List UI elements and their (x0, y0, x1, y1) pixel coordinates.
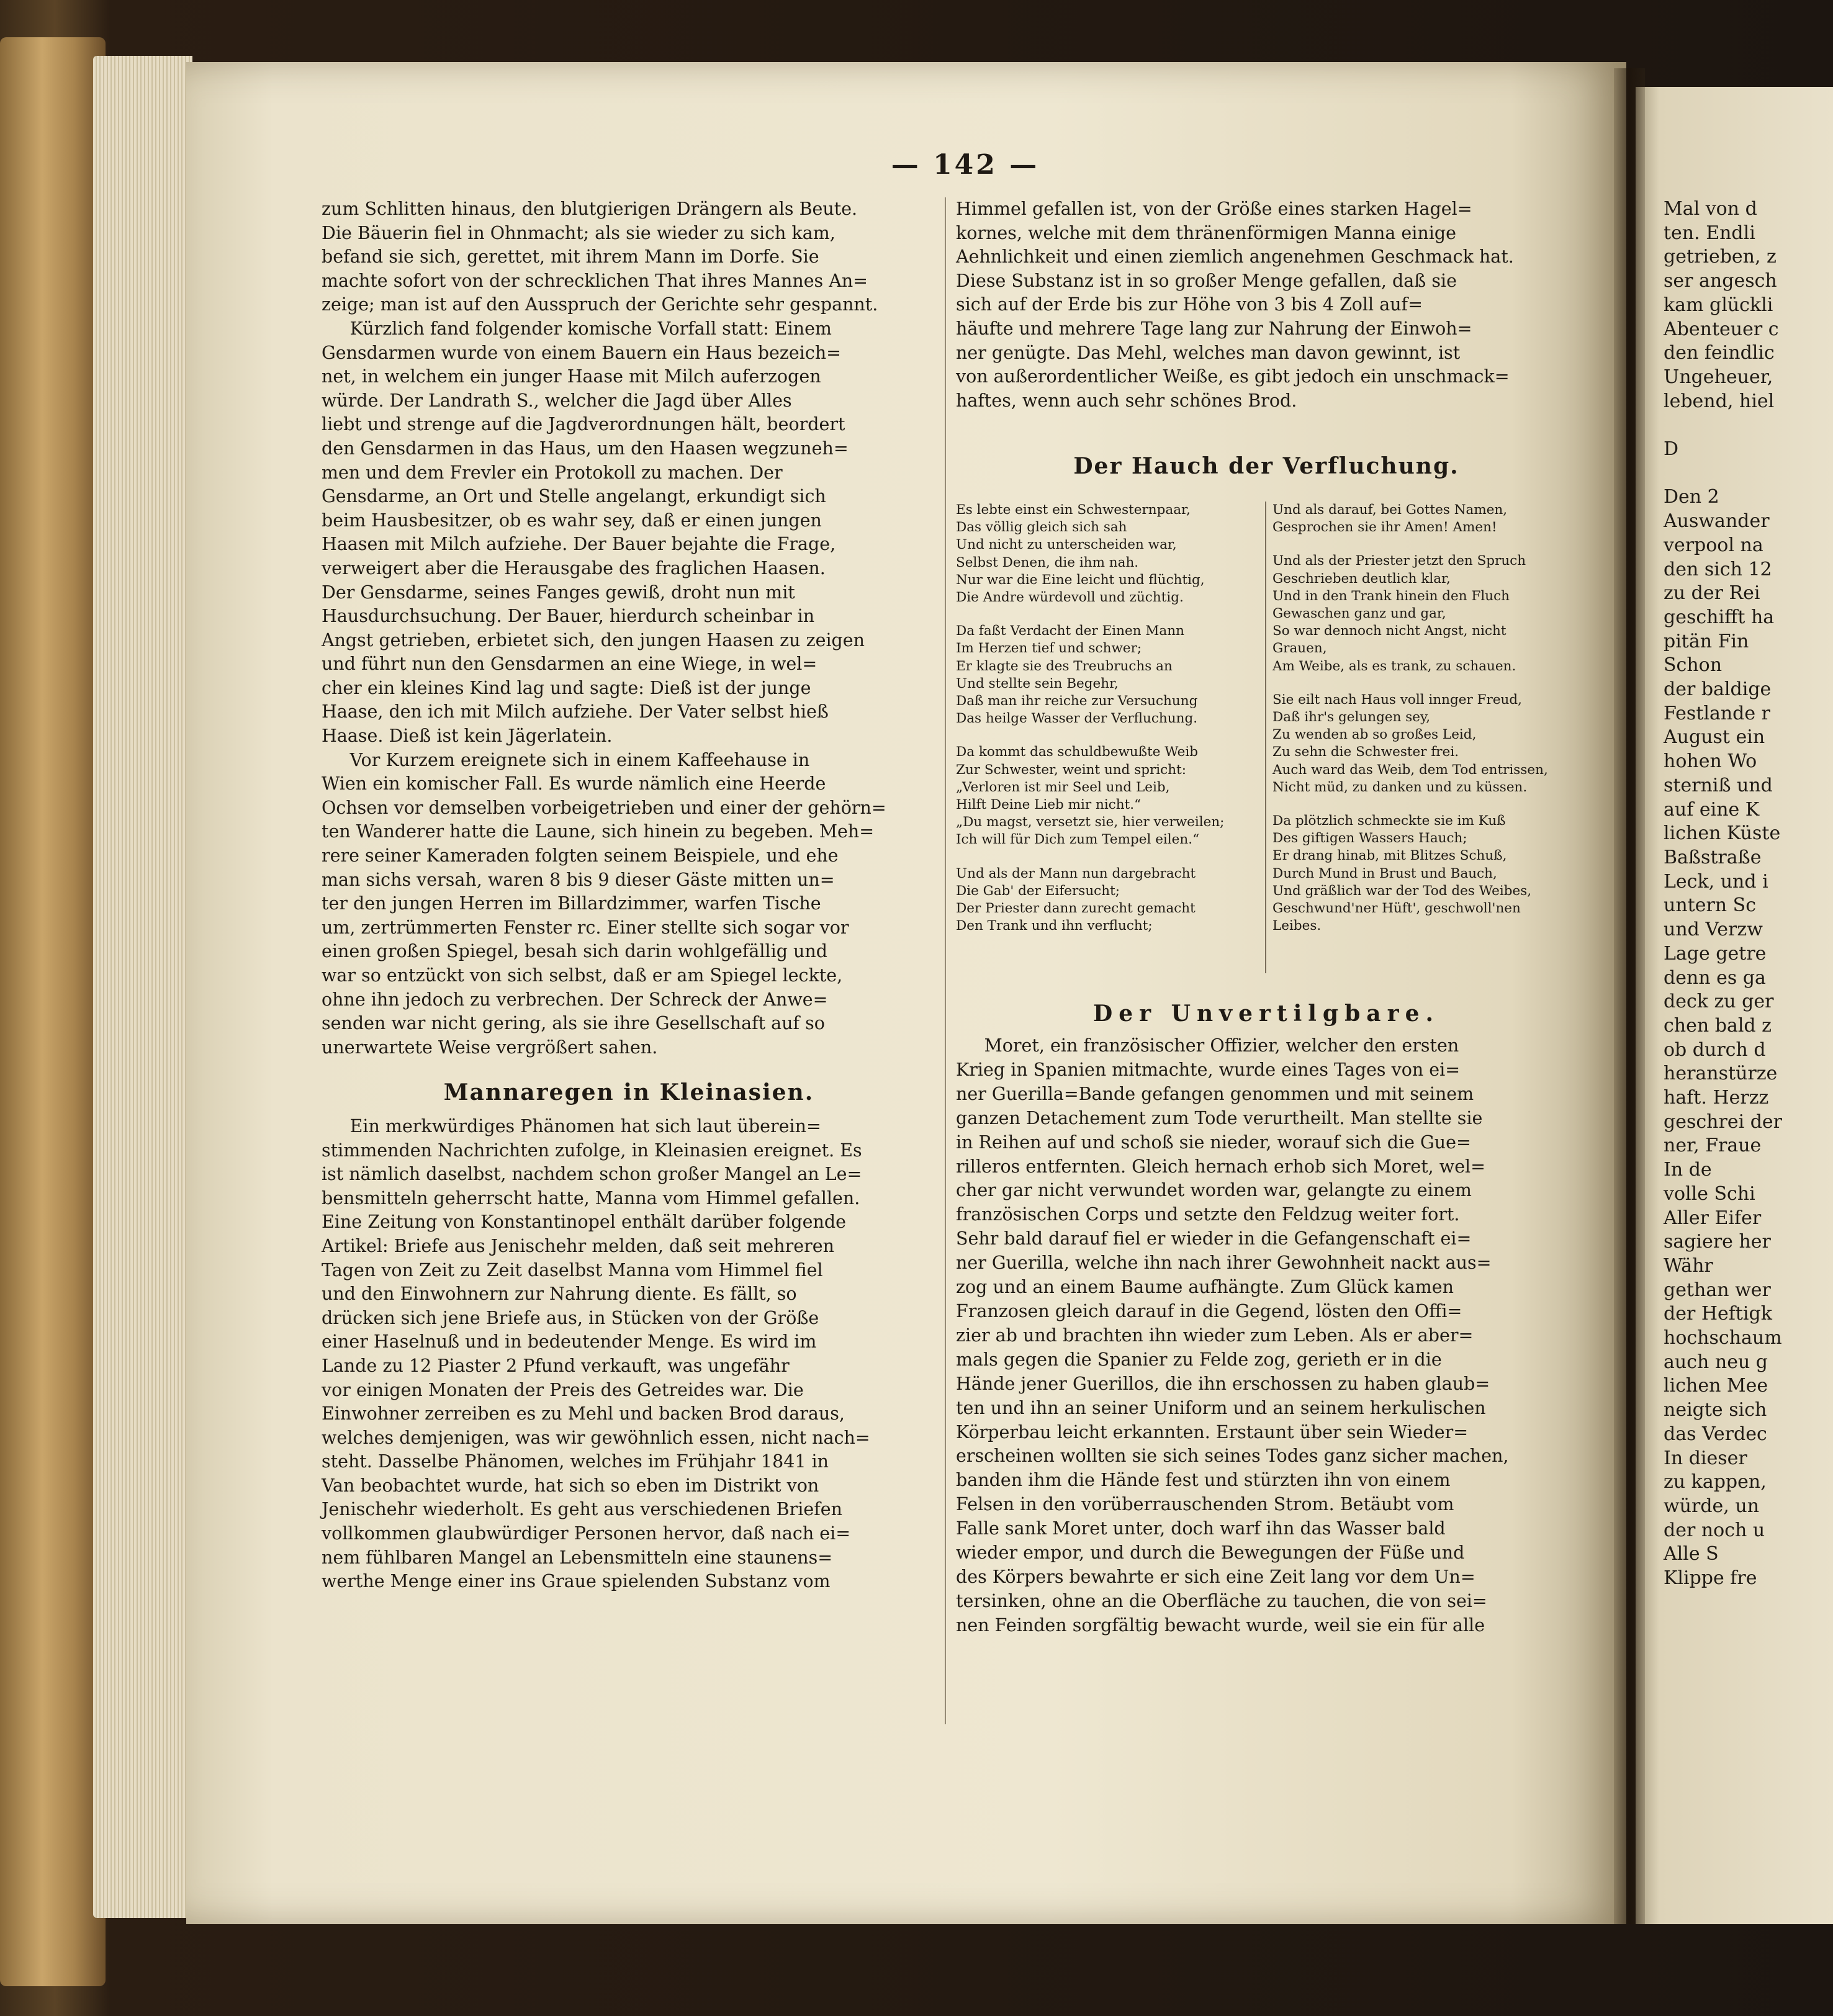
text-line: Abenteuer c (1664, 318, 1779, 340)
text-line: auf eine K (1664, 798, 1760, 821)
text-line: Falle sank Moret unter, doch warf ihn das Wasser bald (956, 1518, 1446, 1539)
text-line: mals gegen die Spanier zu Felde zog, gerieth er in die (956, 1349, 1442, 1370)
text-line: vollkommen glaubwürdiger Personen hervor, daß nach ei= (322, 1523, 851, 1544)
text-line: verpool na (1664, 534, 1763, 556)
book-cover-edge (0, 37, 106, 1986)
text-line: der baldige (1664, 678, 1772, 701)
text-line: zeige; man ist auf den Ausspruch der Gerichte sehr gespannt. (322, 294, 878, 315)
text-line: Ochsen vor demselben vorbeigetrieben und einer der gehörn= (322, 797, 886, 818)
poem-line: Hilft Deine Lieb mir nicht.“ (956, 797, 1142, 813)
text-line: senden war nicht gering, als sie ihre Gesellschaft auf so (322, 1013, 825, 1034)
text-line: Körperbau leicht erkannten. Erstaunt über sein Wieder= (956, 1421, 1469, 1442)
text-line: Mal von d (1664, 198, 1757, 220)
text-line: Angst getrieben, erbietet sich, den jungen Haasen zu zeigen (322, 629, 865, 650)
text-line: den feindlic (1664, 342, 1775, 364)
poem-line: Im Herzen tief und schwer; (956, 641, 1142, 657)
text-line: untern Sc (1664, 894, 1757, 917)
text-line: würde, un (1664, 1495, 1760, 1517)
text-line: einer Haselnuß und in bedeutender Menge. Es wird im (322, 1331, 817, 1352)
text-line: Festlande r (1664, 702, 1771, 724)
text-line: den sich 12 (1664, 558, 1772, 580)
text-line: und führt nun den Gensdarmen an eine Wiege, in wel= (322, 654, 817, 675)
text-line: zu kappen, (1664, 1471, 1767, 1493)
text-line: ganzen Detachement zum Tode verurtheilt. Man stellte sie (956, 1107, 1483, 1128)
text-line: Aehnlichkeit und einen ziemlich angenehmen Geschmack hat. (956, 246, 1514, 268)
text-line: einen großen Spiegel, besah sich darin wohlgefällig und (322, 941, 827, 962)
text-line: zog und an einem Baume aufhängte. Zum Glück kamen (956, 1277, 1454, 1298)
text-line (1664, 413, 1833, 438)
poem-line: Und stellte sein Begehr, (956, 675, 1119, 691)
text-line: haftes, wenn auch sehr schönes Brod. (956, 390, 1297, 411)
poem-line: Er drang hinab, mit Blitzes Schuß, (1272, 848, 1507, 864)
poem-line: Des giftigen Wassers Hauch; (1272, 830, 1467, 847)
mid-para-2 (956, 1034, 1577, 1638)
poem-line: Geschrieben deutlich klar, (1272, 570, 1451, 587)
text-line: getrieben, z (1664, 246, 1777, 268)
text-line: ten. Endli (1664, 222, 1755, 244)
poem-line: Daß man ihr reiche zur Versuchung (956, 693, 1198, 709)
text-line: haft. Herzz (1664, 1087, 1769, 1109)
text-line: verweigert aber die Herausgabe des fraglichen Haasen. (322, 557, 826, 578)
text-line: von außerordentlicher Weiße, es gibt jedoch ein unschmack= (956, 366, 1510, 387)
text-line: in Reihen auf und schoß sie nieder, worauf sich die Gue= (956, 1132, 1471, 1153)
stanza-gap (956, 606, 1263, 623)
poem-line: Zu sehn die Schwester frei. (1272, 744, 1459, 760)
text-line: um, zertrümmerten Fenster rc. Einer stellte sich sogar vor (322, 917, 849, 938)
text-line: Ein merkwürdiges Phänomen hat sich laut überein= (349, 1115, 821, 1136)
text-line: Aller Eifer (1664, 1207, 1762, 1229)
text-line: volle Schi (1664, 1182, 1755, 1205)
poem-line: Geschwund'ner Hüft', geschwoll'nen (1272, 901, 1521, 917)
poem-line: Sie eilt nach Haus voll innger Freud, (1272, 691, 1522, 708)
text-line: Haase, den ich mit Milch aufziehe. Der Vater selbst hieß (322, 701, 829, 722)
text-line: welches demjenigen, was wir gewöhnlich essen, nicht nach= (322, 1427, 870, 1448)
text-line: den Gensdarmen in das Haus, um den Haasen wegzuneh= (322, 438, 849, 459)
poem-line: Ich will für Dich zum Tempel eilen.“ (956, 832, 1200, 848)
poem-line: Leibes. (1272, 918, 1322, 934)
poem-right-column (1272, 502, 1580, 935)
text-line: das Verdec (1664, 1423, 1767, 1445)
text-line: der noch u (1664, 1519, 1765, 1541)
text-line: zier ab und brachten ihn wieder zum Leben. Als er aber= (956, 1325, 1474, 1346)
text-line: neigte sich (1664, 1399, 1767, 1421)
text-line: kam glückli (1664, 294, 1773, 316)
poem-line: Gesprochen sie ihr Amen! Amen! (1272, 520, 1497, 536)
text-line: Moret, ein französischer Offizier, welcher den ersten (984, 1035, 1459, 1056)
poem-line: Und als der Mann nun dargebracht (956, 865, 1196, 881)
text-line: chen bald z (1664, 1014, 1772, 1037)
poem-line: Nur war die Eine leicht und flüchtig, (956, 572, 1205, 588)
text-line: war so entzückt von sich selbst, daß er am Spiegel leckte, (322, 965, 843, 986)
text-line: ner Guerilla, welche ihn nach ihrer Gewohnheit nackt aus= (956, 1253, 1492, 1274)
text-line: werthe Menge einer ins Graue spielenden Substanz vom (322, 1571, 831, 1592)
text-line: erscheinen wollten sie sich seines Todes ganz sicher machen, (956, 1446, 1509, 1467)
stanza-gap (1272, 536, 1580, 552)
poem-line: Es lebte einst ein Schwesternpaar, (956, 502, 1191, 518)
poem-line: Und gräßlich war der Tod des Weibes, (1272, 883, 1532, 899)
unvertilgbare-heading: Der Unvertilgbare. (1092, 1001, 1440, 1027)
text-line (1664, 462, 1833, 486)
text-line: französischen Corps und setzte den Feldzug weiter fort. (956, 1204, 1460, 1225)
text-line: Die Bäuerin fiel in Ohnmacht; als sie wieder zu sich kam, (322, 222, 835, 243)
text-line: Jenischehr wiederholt. Es geht aus verschiedenen Briefen (322, 1499, 842, 1520)
left-para-1 (322, 197, 936, 317)
text-line: pitän Fin (1664, 630, 1749, 652)
text-line: Felsen in den vorüberrauschenden Strom. Betäubt vom (956, 1494, 1454, 1515)
text-line: Den 2 (1664, 486, 1719, 508)
text-line: Diese Substanz ist in so großer Menge gefallen, daß sie (956, 270, 1457, 291)
text-line: Alle S (1664, 1543, 1719, 1565)
text-line: rere seiner Kameraden folgten seinem Beispiele, und ehe (322, 845, 839, 866)
text-line: Ungeheuer, (1664, 366, 1773, 388)
text-line: heranstürze (1664, 1063, 1778, 1085)
text-line: ten Wanderer hatte die Laune, sich hinein zu begeben. Meh= (322, 821, 875, 842)
text-line: steht. Dasselbe Phänomen, welches im Frühjahr 1841 in (322, 1451, 829, 1472)
left-para-3 (322, 749, 936, 1060)
text-line: des Körpers bewahrte er sich eine Zeit lang vor dem Un= (956, 1566, 1475, 1587)
text-line: Krieg in Spanien mitmachte, wurde eines Tages von ei= (956, 1059, 1461, 1080)
text-line: Wien ein komischer Fall. Es wurde nämlich eine Heerde (322, 773, 826, 794)
text-line: und Verzw (1664, 919, 1763, 941)
poem-line: Grauen, (1272, 641, 1327, 657)
text-line: ter den jungen Herren im Billardzimmer, warfen Tische (322, 893, 821, 914)
text-line: Vor Kurzem ereignete sich in einem Kaffeehause in (349, 749, 810, 770)
text-line: rilleros entfernten. Gleich hernach erhob sich Moret, wel= (956, 1156, 1486, 1177)
poem-line: Der Priester dann zurecht gemacht (956, 901, 1196, 917)
mannaregen-heading: Mannaregen in Kleinasien. (443, 1079, 814, 1106)
mid-para-1 (956, 197, 1577, 413)
text-line: ner, Fraue (1664, 1135, 1762, 1157)
text-line: zum Schlitten hinaus, den blutgierigen Drängern als Beute. (322, 199, 858, 219)
text-line: beim Hausbesitzer, ob es wahr sey, daß er einen jungen (322, 510, 822, 531)
column-rule (945, 197, 946, 1724)
text-line: man sichs versah, waren 8 bis 9 dieser Gäste mitten un= (322, 869, 835, 890)
text-line: auch neu g (1664, 1351, 1768, 1373)
text-line: Kürzlich fand folgender komische Vorfall statt: Einem (349, 318, 832, 339)
text-line: Gensdarmen wurde von einem Bauern ein Haus bezeich= (322, 342, 842, 363)
text-line: men und dem Frevler ein Protokoll zu machen. Der (322, 462, 783, 483)
text-line: lichen Küste (1664, 822, 1781, 845)
text-line: kornes, welche mit dem thränenförmigen Manna einige (956, 222, 1456, 243)
poem-line: Gewaschen ganz und gar, (1272, 606, 1446, 622)
poem-line: So war dennoch nicht Angst, nicht (1272, 623, 1506, 639)
poem-line: Und als darauf, bei Gottes Namen, (1272, 502, 1508, 518)
text-line: ser angesch (1664, 270, 1777, 292)
text-line: Franzosen gleich darauf in die Gegend, lösten den Offi= (956, 1300, 1462, 1321)
stanza-gap (1272, 796, 1580, 812)
poem-line: Und als der Priester jetzt den Spruch (1272, 553, 1526, 569)
text-line: ist nämlich daselbst, nachdem schon großer Mangel an Le= (322, 1164, 862, 1185)
text-line: Schon (1664, 654, 1723, 677)
text-line: gethan wer (1664, 1279, 1771, 1301)
text-line: Van beobachtet wurde, hat sich so eben im Distrikt von (322, 1475, 819, 1496)
poem-line: Da plötzlich schmeckte sie im Kuß (1272, 813, 1506, 829)
middle-column-top (956, 197, 1577, 413)
poem (956, 502, 1577, 973)
text-line: In de (1664, 1159, 1712, 1181)
left-para-4 (322, 1115, 936, 1594)
poem-line: Am Weibe, als es trank, zu schauen. (1272, 658, 1516, 674)
text-line: bensmitteln geherrscht hatte, Manna vom Himmel gefallen. (322, 1187, 860, 1208)
text-line: befand sie sich, gerettet, mit ihrem Mann im Dorfe. Sie (322, 246, 819, 268)
middle-column-bottom (956, 1034, 1577, 1638)
text-line: vor einigen Monaten der Preis des Getreides war. Die (322, 1379, 804, 1400)
poem-line: Daß ihr's gelungen sey, (1272, 709, 1431, 726)
text-line: Haase. Dieß ist kein Jägerlatein. (322, 726, 613, 747)
text-line: Himmel gefallen ist, von der Größe eines starken Hagel= (956, 199, 1472, 219)
poem-heading: Der Hauch der Verfluchung. (1073, 453, 1459, 479)
text-line: banden ihm die Hände fest und stürzten ihn von einem (956, 1470, 1451, 1491)
text-line: In dieser (1664, 1447, 1747, 1469)
text-line: stimmenden Nachrichten zufolge, in Kleinasien ereignet. Es (322, 1140, 862, 1161)
poem-line: Zur Schwester, weint und spricht: (956, 762, 1186, 778)
poem-line: Nicht müd, zu danken und zu küssen. (1272, 779, 1528, 795)
text-line: Auswander (1664, 510, 1770, 533)
text-line: liebt und strenge auf die Jagdverordnungen hält, beordert (322, 414, 845, 435)
text-line: sich auf der Erde bis zur Höhe von 3 bis 4 Zoll auf= (956, 294, 1423, 315)
poem-line: Da kommt das schuldbewußte Weib (956, 744, 1198, 760)
page-stack-edges (93, 56, 192, 1918)
poem-left-column (956, 502, 1263, 935)
text-line: nem fühlbaren Mangel an Lebensmitteln eine staunens= (322, 1547, 833, 1568)
book-gutter (1614, 68, 1645, 1924)
poem-line: Auch ward das Weib, dem Tod entrissen, (1272, 762, 1548, 778)
text-line: wieder empor, und durch die Bewegungen der Füße und (956, 1542, 1465, 1564)
text-line: lebend, hiel (1664, 390, 1775, 412)
text-line: tersinken, ohne an die Oberfläche zu tauchen, die von sei= (956, 1590, 1487, 1611)
left-column (322, 197, 936, 1594)
text-line: drücken sich jene Briefe aus, in Stücken von der Größe (322, 1307, 819, 1328)
stanza-gap (1272, 675, 1580, 691)
text-line: denn es ga (1664, 966, 1766, 989)
text-line: D (1664, 438, 1679, 461)
text-line: geschifft ha (1664, 606, 1775, 628)
text-line: lichen Mee (1664, 1375, 1768, 1397)
poem-line: „Verloren ist mir Seel und Leib, (956, 779, 1170, 795)
poem-line: Die Andre würdevoll und züchtig. (956, 590, 1184, 606)
text-line: nen Feinden sorgfältig bewacht wurde, weil sie ein für alle (956, 1614, 1485, 1636)
text-line: Währ (1664, 1254, 1713, 1277)
text-line: Leck, und i (1664, 870, 1768, 893)
text-line: Lage getre (1664, 942, 1767, 965)
left-para-2 (322, 317, 936, 749)
text-line: cher gar nicht verwundet worden war, gelangte zu einem (956, 1180, 1472, 1201)
text-line: geschrei der (1664, 1110, 1783, 1133)
text-line: August ein (1664, 726, 1765, 749)
text-line: Hände jener Guerillos, die ihn erschossen zu haben glaub= (956, 1373, 1490, 1394)
text-line: würde. Der Landrath S., welcher die Jagd über Alles (322, 390, 792, 411)
text-line: hochschaum (1664, 1327, 1782, 1349)
text-line: und den Einwohnern zur Nahrung diente. Es fällt, so (322, 1284, 797, 1305)
text-line: Hausdurchsuchung. Der Bauer, hierdurch scheinbar in (322, 606, 815, 627)
poem-line: Den Trank und ihn verflucht; (956, 918, 1153, 934)
text-line: Gensdarme, an Ort und Stelle angelangt, erkundigt sich (322, 486, 826, 507)
poem-line: Und in den Trank hinein den Fluch (1272, 588, 1510, 604)
poem-line: Und nicht zu unterscheiden war, (956, 537, 1177, 553)
page-number: — 142 — (891, 149, 1040, 181)
text-line: net, in welchem ein junger Haase mit Milch auferzogen (322, 366, 821, 387)
text-line: Lande zu 12 Piaster 2 Pfund verkauft, was ungefähr (322, 1355, 790, 1376)
text-line: ohne ihn jedoch zu verbrechen. Der Schreck der Anwe= (322, 989, 828, 1010)
text-line: ner Guerilla=Bande gefangen genommen und mit seinem (956, 1083, 1474, 1104)
text-line: machte sofort von der schrecklichen That ihres Mannes An= (322, 270, 868, 291)
poem-line: Er klagte sie des Treubruchs an (956, 658, 1173, 674)
text-line: sagiere her (1664, 1231, 1771, 1253)
stanza-gap (956, 849, 1263, 865)
text-line: deck zu ger (1664, 991, 1774, 1013)
text-line: sterniß und (1664, 774, 1773, 796)
text-line: hohen Wo (1664, 750, 1757, 773)
poem-line: Durch Mund in Brust und Bauch, (1272, 865, 1497, 881)
poem-line: „Du magst, versetzt sie, hier verweilen; (956, 814, 1225, 830)
stanza-gap (956, 727, 1263, 744)
text-line: Einwohner zerreiben es zu Mehl und backen Brod daraus, (322, 1403, 845, 1424)
text-line: häufte und mehrere Tage lang zur Nahrung der Einwoh= (956, 318, 1472, 339)
right-column (1664, 197, 1833, 1591)
text-line: ob durch d (1664, 1038, 1766, 1061)
poem-line: Selbst Denen, die ihm nah. (956, 554, 1139, 570)
text-line: zu der Rei (1664, 582, 1760, 605)
text-line: Haasen mit Milch aufziehe. Der Bauer bejahte die Frage, (322, 534, 836, 555)
text-line: ner genügte. Das Mehl, welches man davon gewinnt, ist (956, 342, 1461, 363)
poem-divider (1265, 502, 1266, 973)
text-line: der Heftigk (1664, 1303, 1772, 1325)
text-line: Der Gensdarme, seines Fanges gewiß, droht nun mit (322, 582, 795, 603)
text-line: ten und ihn an seiner Uniform und an seinem herkulischen (956, 1397, 1486, 1418)
poem-line: Da faßt Verdacht der Einen Mann (956, 623, 1184, 639)
poem-line: Das völlig gleich sich sah (956, 520, 1127, 536)
text-line: Sehr bald darauf fiel er wieder in die Gefangenschaft ei= (956, 1228, 1472, 1249)
text-line: unerwartete Weise vergrößert sahen. (322, 1037, 658, 1058)
text-line: Eine Zeitung von Konstantinopel enthält darüber folgende (322, 1212, 847, 1233)
text-line: Tagen von Zeit zu Zeit daselbst Manna vom Himmel fiel (322, 1259, 823, 1280)
poem-line: Die Gab' der Eifersucht; (956, 883, 1120, 899)
poem-line: Das heilge Wasser der Verfluchung. (956, 711, 1198, 727)
text-line: Artikel: Briefe aus Jenischehr melden, daß seit mehreren (322, 1235, 834, 1256)
text-line: Klippe fre (1664, 1567, 1757, 1590)
text-line: Baßstraße (1664, 846, 1762, 868)
poem-line: Zu wenden ab so großes Leid, (1272, 727, 1477, 743)
text-line: cher ein kleines Kind lag und sagte: Dieß ist der junge (322, 677, 811, 698)
